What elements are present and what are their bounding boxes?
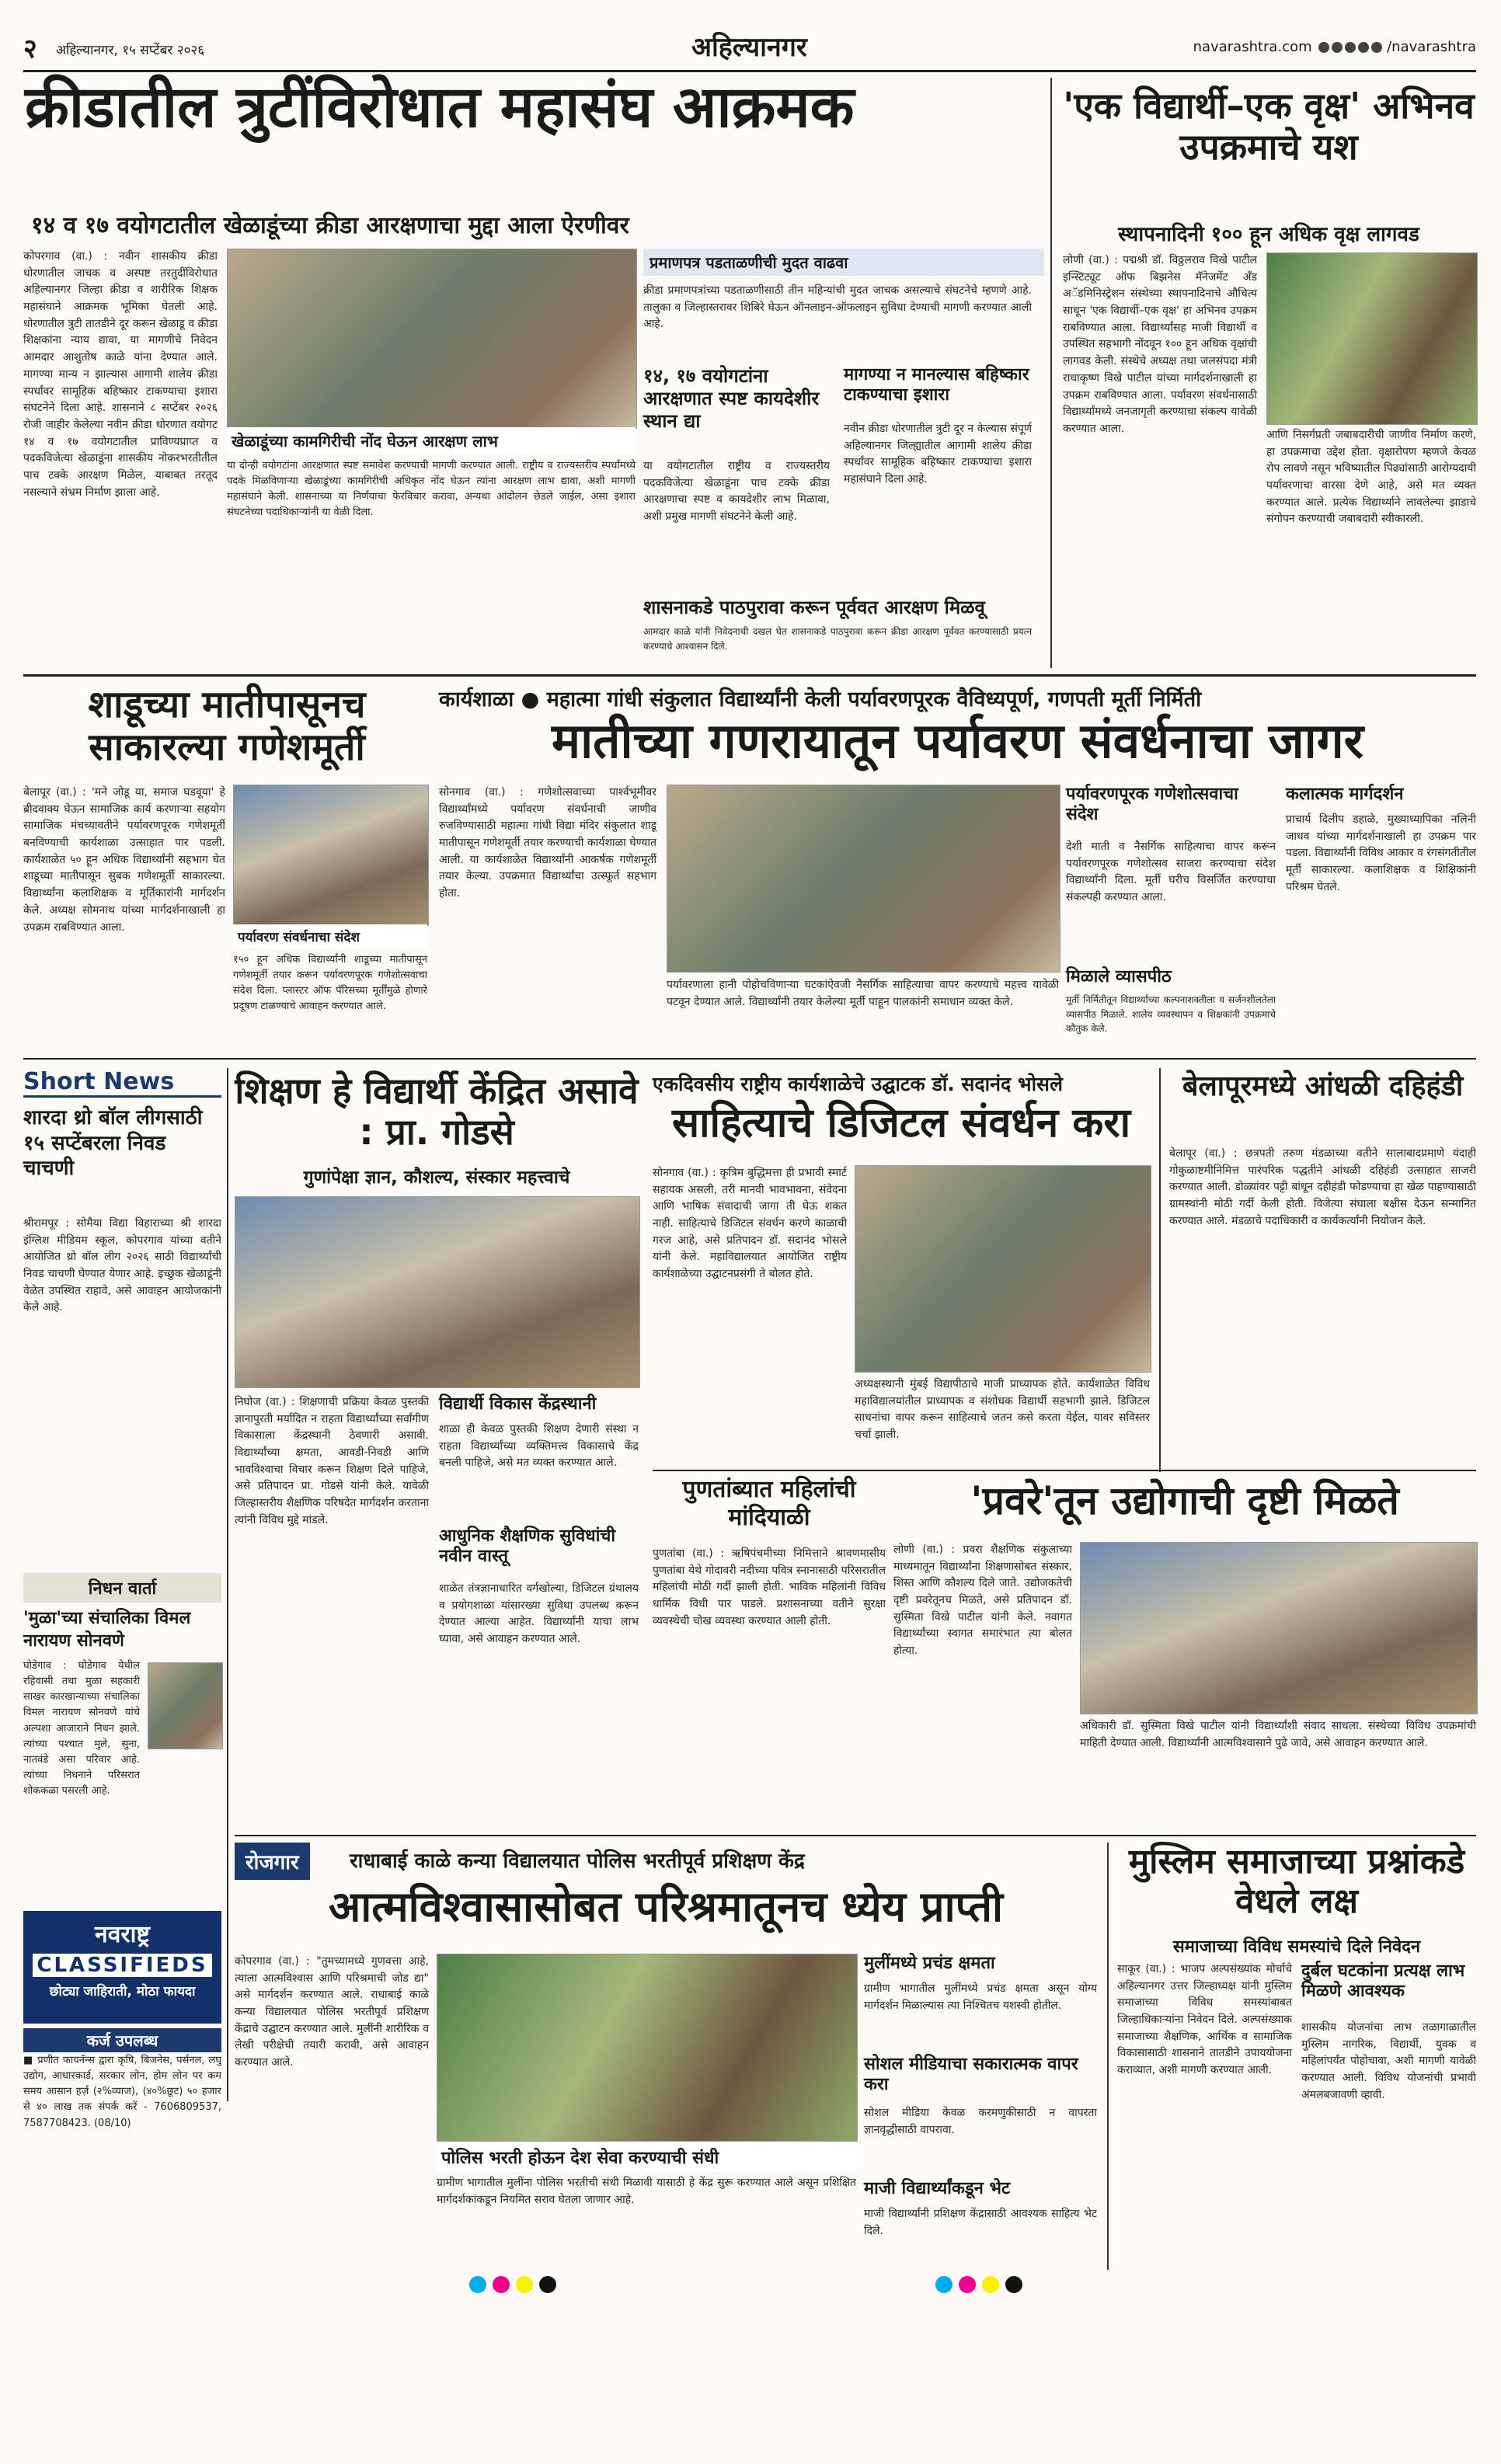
short-news-headline: शारदा थ्रो बॉल लीगसाठी १५ सप्टेंबरला निवड चाचणी <box>23 1106 203 1180</box>
section-rule <box>235 1835 1476 1836</box>
police-tag: रोजगार <box>235 1843 310 1880</box>
ganesh-right-title2: मिळाले व्यासपीठ <box>1066 967 1172 987</box>
industry-body: लोणी (वा.) : प्रवरा शैक्षणिक संकुलाच्या माध्यमातून विद्यार्थ्यांना शिक्षणासोबत संस्कार, शिस्त आणि कौशल्य दिले जाते. उद्योजकतेची दृष्टी प्रवरेतूनच मिळते, असे प्रतिपादन डॉ. सुस्मिता विखे पाटील यांनी केले. नवागत विद्यार्थ्यांच्या स्वागत समारंभात त्या बोलत होत्या. <box>893 1543 1072 1658</box>
industry-headline: 'प्रवरे'तून उद्योगाची दृष्टी मिळते <box>970 1478 1399 1523</box>
police-photo-caption: पोलिस भरती होऊन देश सेवा करण्याची संधी <box>437 2142 856 2172</box>
muslim-subheadline: समाजाच्या विविध समस्यांचे दिले निवेदन <box>1172 1937 1421 1957</box>
classified-tagline: छोट्या जाहिराती, मोठा फायदा <box>49 1984 196 1999</box>
belapur-headline: बेलापूरमध्ये आंधळी दहिहंडी <box>1182 1070 1464 1102</box>
industry-photo-body: अधिकारी डॉ. सुस्मिता विखे पाटील यांनी विद्यार्थ्यांशी संवाद साधला. संस्थेच्या विविध उपक्रमांची माहिती देण्यात आली. विद्यार्थ्यांनी आत्मविश्वासाने पुढे जावे, असे आवाहन करण्यात आले. <box>1080 1720 1476 1749</box>
obit-photo <box>148 1662 223 1749</box>
lead-box4-title: शासनाकडे पाठपुरावा करून पूर्ववत आरक्षण मिळवू <box>643 597 985 618</box>
classified-section: कर्ज उपलब्ध <box>23 2028 221 2052</box>
lead-box3-body: नवीन क्रीडा धोरणातील त्रुटी दूर न केल्यास संपूर्ण अहिल्यानगर जिल्ह्यातील आगामी शालेय क्रीडा स्पर्धांवर सामूहिक बहिष्कार टाकण्याचा इशारा महासंघाने दिला आहे. <box>844 423 1032 486</box>
lead-photo-caption: खेळाडूंच्या कामगिरीची नोंद घेऊन आरक्षण लाभ <box>227 427 636 454</box>
lead-box1-body: क्रीडा प्रमाणपत्रांच्या पडताळणीसाठी तीन महिन्यांची मुदत जाचक असल्याचे संघटनेचे म्हणणे आहे. तालुका व जिल्हास्तरावर शिबिरे घेऊन ऑनलाइन-ऑफलाइन सुविधा देण्याची मागणी करण्यात आली आहे. <box>643 284 1032 331</box>
police-body: कोपरगाव (वा.) : "तुमच्यामध्ये गुणवत्ता आहे, त्याला आत्मविश्वास आणि परिश्रमाची जोड द्या" असे मार्गदर्शन करण्यात आले. राधाबाई काळे कन्या विद्यालयात पोलिस भरतीपूर्व प्रशिक्षण केंद्राचे उद्घाटन करण्यात आले. मुलींनी शारीरिक व लेखी परीक्षेची तयारी करावी, असे आवाहन करण्यात आले. <box>235 1955 429 2069</box>
column-divider <box>227 1068 228 2101</box>
column-divider <box>1159 1068 1161 1472</box>
tree-photo <box>1266 252 1478 425</box>
lead-box4-body: आमदार काळे यांनी निवेदनाची दखल घेत शासनाकडे पाठपुरावा करून क्रीडा आरक्षण पूर्ववत करण्यासाठी प्रयत्न करण्याचे आश्वासन दिले. <box>643 626 1032 652</box>
muslim-headline: मुस्लिम समाजाच्या प्रश्नांकडे वेधले लक्ष <box>1128 1842 1465 1921</box>
classified-brand: नवराष्ट्र <box>95 1921 150 1948</box>
obit-label: निधन वार्ता <box>23 1573 221 1603</box>
tree-body: लोणी (वा.) : पद्मश्री डॉ. विठ्ठलराव विखे पाटील इन्स्टिट्यूट ऑफ बिझनेस मॅनेजमेंट अँड अॅडमिनिस्ट्रेशन संस्थेच्या स्थापनादिनाचे औचित्य साधून 'एक विद्यार्थी–एक वृक्ष' हा अभिनव उपक्रम राबविण्यात आला. विद्यार्थ्यांसह माजी विद्यार्थी व उपस्थित सहभागी नोंदवून १०० हून अधिक वृक्षांची लागवड केली. संस्थेचे अध्यक्ष तथा जलसंपदा मंत्री राधाकृष्ण विखे पाटील यांच्या मार्गदर्शनाखाली हा उपक्रम राबविण्यात आला. पर्यावरण संवर्धनासाठी विद्यार्थ्यांमध्ये जनजागृती करण्याचा संकल्प यावेळी करण्यात आला. <box>1063 254 1257 435</box>
classified-body: ■ प्रणीत फायनॅन्स द्वारा कृषि, बिजनेस, पर्सनल, लघु उद्योग, आधारकार्ड, सरकार लोन, होम लोन पर कम समय आसान हर्ज़ (२%व्याज), (४०%छूट) ५० हजार से ४० लाख तक संपर्क करें - 7606809537, 7587708423. (08/10) <box>23 2055 221 2129</box>
pune-headline: पुणतांब्यात महिलांची मांदियाळी <box>682 1476 856 1531</box>
education-photo <box>235 1196 640 1388</box>
digital-kicker: एकदिवसीय राष्ट्रीय कार्यशाळेचे उद्घाटक डॉ. सदानंद भोसले <box>653 1073 1063 1095</box>
linkedin-icon[interactable] <box>1371 42 1382 53</box>
column-divider <box>1107 1843 1109 2270</box>
digital-body: सोनगाव (वा.) : कृत्रिम बुद्धिमत्ता ही प्रभावी स्मार्ट सहायक असली, तरी मानवी भावभावना, संवेदना आणि भाषिक संवादाची जागा ती घेऊ शकत नाही. साहित्याचे डिजिटल संवर्धन करणे काळाची गरज आहे, असे प्रतिपादन डॉ. सदानंद भोसले यांनी केले. महाविद्यालयात आयोजित राष्ट्रीय कार्यशाळेच्या उद्घाटनप्रसंगी ते बोलत होते. <box>653 1167 847 1281</box>
education-subheadline: गुणांपेक्षा ज्ञान, कौशल्य, संस्कार महत्त्वाचे <box>303 1168 570 1188</box>
pune-body: पुणतांबा (वा.) : ऋषिपंचमीच्या निमित्ताने श्रावणमासीय पुणतांबा येथे गोदावरी नदीच्या पवित्र स्नानासाठी परिसरातील महिलांची मोठी गर्दी झाली होती. भाविक महिलांनी विविध धार्मिक विधी पार पाडले. प्रशासनाच्या वतीने सुरक्षा व्यवस्थेची चोख व्यवस्था करण्यात आली होती. <box>653 1547 886 1627</box>
site-url[interactable]: navarashtra.com <box>1193 39 1312 55</box>
page-number: २ <box>23 33 37 64</box>
social-icons <box>1316 39 1382 55</box>
lead-photo-body: या दोन्ही वयोगटांना आरक्षणात स्पष्ट समावेश करण्याची मागणी करण्यात आली. राष्ट्रीय व राज्यस्तरीय स्पर्धांमध्ये पदके मिळविणाऱ्या खेळाडूंच्या कामगिरीची अधिकृत नोंद घेऊन त्यांना आरक्षण लाभ द्यावा, अशी मागणी महासंघाने केली. शासनाच्या या निर्णयाचा फेरविचार करावा, अन्यथा आंदोलन छेडले जाईल, असा इशारा संघटनेच्या पदाधिकाऱ्यांनी या वेळी दिला. <box>227 460 636 519</box>
facebook-icon[interactable] <box>1318 42 1329 53</box>
short-news-label: Short News <box>23 1068 221 1098</box>
police-kicker: राधाबाई काळे कन्या विद्यालयात पोलिस भरतीपूर्व प्रशिक्षण केंद्र <box>350 1850 805 1873</box>
lead-headline: क्रीडातील त्रुटींविरोधात महासंघ आक्रमक <box>25 74 855 141</box>
lead-sidebar <box>643 249 1032 660</box>
education-box-title: विद्यार्थी विकास केंद्रस्थानी <box>439 1394 597 1414</box>
muslim-box-body: शासकीय योजनांचा लाभ तळागाळातील मुस्लिम नागरिक, विद्यार्थी, युवक व महिलांपर्यंत पोहोचावा, अशी मागणी यावेळी करण्यात आली. विविध योजनांची प्रभावी अंमलबजावणी व्हावी. <box>1301 2021 1476 2101</box>
education-box2-title: आधुनिक शैक्षणिक सुविधांची नवीन वास्तू <box>439 1526 616 1567</box>
short-news-body: श्रीरामपूर : सोमैया विद्या विहाराच्या श्री शारदा इंग्लिश मीडियम स्कूल, कोपरगाव यांच्या वतीने आयोजित थ्रो बॉल लीग २०२६ साठी विद्यार्थ्यांची निवड चाचणी घेण्यात येणार आहे. इच्छुक खेळाडूंनी वेळेत उपस्थित राहावे, असे आवाहन आयोजकांनी केले आहे. <box>23 1217 221 1314</box>
lead-box1-title: प्रमाणपत्र पडताळणीची मुदत वाढवा <box>643 249 1044 276</box>
classified-banner <box>23 1911 221 2024</box>
police-side3-title: माजी विद्यार्थ्यांकडून भेट <box>864 2179 1011 2198</box>
digital-photo <box>855 1165 1151 1373</box>
column-divider <box>1050 78 1052 668</box>
lead-photo <box>227 249 637 429</box>
police-headline: आत्मविश्वासासोबत परिश्रमातूनच ध्येय प्राप्ती <box>329 1882 1003 1931</box>
police-side2-body: सोशल मीडिया केवळ करमणुकीसाठी न वापरता ज्ञानवृद्धीसाठी वापरावा. <box>864 2107 1097 2136</box>
lead-box2-body: या वयोगटातील राष्ट्रीय व राज्यस्तरीय पदकविजेत्या खेळाडूंना पाच टक्के क्रीडा आरक्षणाचा स्पष्ट व कायदेशीर लाभ मिळावा, अशी प्रमुख मागणी संघटनेने केली आहे. <box>643 460 830 524</box>
ganesh-mid-body: पर्यावरणाला हानी पोहोचविणाऱ्या घटकांऐवजी नैसर्गिक साहित्याचा वापर करण्याचे महत्त्व यावेळी पटवून देण्यात आले. विद्यार्थ्यांनी तयार केलेल्या मूर्ती पाहून पालकांनी समाधान व्यक्त केले. <box>667 979 1059 1008</box>
registration-marks <box>932 2276 1026 2296</box>
lead-subheadline: १४ व १७ वयोगटातील खेळाडूंच्या क्रीडा आरक्षणाचा मुद्दा आला ऐरणीवर <box>31 212 629 239</box>
education-box-body: शाळा ही केवळ पुस्तकी शिक्षण देणारी संस्था न राहता विद्यार्थ्यांच्या व्यक्तिमत्त्व विकासाचे केंद्र बनली पाहिजे, असे मत व्यक्त करण्यात आले. <box>439 1423 639 1470</box>
section-rule <box>23 1058 1476 1060</box>
classified-label: CLASSIFIEDS <box>33 1954 212 1977</box>
section-rule <box>653 1470 1476 1471</box>
ganesh-left-caption: पर्यावरण संवर्धनाचा संदेश <box>233 924 427 948</box>
ganesh-right-title: पर्यावरणपूरक गणेशोत्सवाचा संदेश <box>1066 785 1238 825</box>
tree-subheadline: स्थापनादिनी १०० हून अधिक वृक्ष लागवड <box>1118 223 1419 246</box>
ganesh-left-headline: शाडूच्या मातीपासूनच साकारल्या गणेशमूर्ती <box>88 683 366 770</box>
registration-marks <box>466 2276 559 2296</box>
muslim-box-title: दुर्बल घटकांना प्रत्यक्ष लाभ मिळणे आवश्यक <box>1301 1961 1465 2002</box>
digital-lower-body: अध्यक्षस्थानी मुंबई विद्यापीठाचे माजी प्राध्यापक होते. कार्यशाळेत विविध महाविद्यालयांतील प्राध्यापक व संशोधक विद्यार्थी सहभागी झाले. डिजिटल साधनांचा वापर करून साहित्याचे जतन कसे करता येईल, यावर सविस्तर चर्चा झाली. <box>855 1378 1150 1442</box>
ganesh-left-photo <box>233 785 429 926</box>
ganesh-right-body: देशी माती व नैसर्गिक साहित्याचा वापर करून पर्यावरणपूरक गणेशोत्सव साजरा करण्याचा संदेश विद्यार्थ्यांनी दिला. मूर्ती घरीच विसर्जित करण्याचा संकल्पही करण्यात आला. <box>1066 840 1276 904</box>
industry-photo <box>1080 1542 1478 1714</box>
page-city: अहिल्यानगर <box>691 32 807 63</box>
social-handle: /navarashtra <box>1387 39 1476 55</box>
lead-box2-title: १४, १७ वयोगटांना आरक्षणात स्पष्ट कायदेशीर स्थान द्या <box>643 365 820 432</box>
ganesh-body: सोनगाव (वा.) : गणेशोत्सवाच्या पार्श्वभूमीवर विद्यार्थ्यांमध्ये पर्यावरण संवर्धनाची जाणीव रुजविण्यासाठी महात्मा गांधी विद्या मंदिर संकुलात शाडू मातीपासून गणेशमूर्ती तयार करण्याची कार्यशाळा घेण्यात आली. या कार्यशाळेत विद्यार्थ्यांनी आकर्षक गणेशमूर्ती तयार केल्या. उपक्रमात विद्यार्थ्यांचा उत्स्फूर्त सहभाग होता. <box>439 786 656 900</box>
police-photo <box>437 1954 858 2142</box>
instagram-icon[interactable] <box>1345 42 1356 53</box>
x-icon[interactable] <box>1332 42 1343 53</box>
belapur-body: बेलापूर (वा.) : छत्रपती तरुण मंडळाच्या वतीने सालाबादप्रमाणे यंदाही गोकुळाष्टमीनिमित्त पारंपरिक पद्धतीने आंधळी दहिहंडी उत्साहात साजरी करण्यात आली. डोळ्यांवर पट्टी बांधून दहीहंडी फोडण्याचा हा खेळ पाहण्यासाठी ग्रामस्थांनी मोठी गर्दी केली होती. विजेत्या संघाला बक्षीस देऊन सन्मानित करण्यात आले. मंडळाचे पदाधिकारी व कार्यकर्त्यांनी नियोजन केले. <box>1169 1147 1476 1227</box>
section-rule <box>23 674 1476 677</box>
police-side1-body: ग्रामीण भागातील मुलींमध्ये प्रचंड क्षमता असून योग्य मार्गदर्शन मिळाल्यास त्या निश्चितच यशस्वी होतील. <box>864 1982 1097 2012</box>
obit-body: घोडेगाव : घोडेगाव येथील रहिवासी तथा मुळा सहकारी साखर कारखान्याच्या संचालिका विमल नारायण सोनवणे यांचे अल्पशा आजाराने निधन झाले. त्यांच्या पश्चात मुले, सुना, नातवंडे असा परिवार आहे. त्यांच्या निधनाने परिसरात शोककळा पसरली आहे. <box>23 1660 140 1798</box>
tree-headline: 'एक विद्यार्थी–एक वृक्ष' अभिनव उपक्रमाचे यश <box>1063 85 1475 168</box>
digital-headline: साहित्याचे डिजिटल संवर्धन करा <box>671 1100 1131 1147</box>
lead-box3-title: मागण्या न मानल्यास बहिष्कार टाकण्याचा इशारा <box>844 365 1029 405</box>
ganesh-art-title: कलात्मक मार्गदर्शन <box>1286 785 1404 804</box>
police-photo-body: ग्रामीण भागातील मुलींना पोलिस भरतीची संधी मिळावी यासाठी हे केंद्र सुरू करण्यात आले असून प्रशिक्षित मार्गदर्शकांकडून नियमित सराव घेतला जाणार आहे. <box>437 2177 856 2206</box>
ganesh-headline: मातीच्या गणरायातून पर्यावरण संवर्धनाचा जागर <box>552 712 1363 769</box>
education-box2-body: शाळेत तंत्रज्ञानाधारित वर्गखोल्या, डिजिटल ग्रंथालय व प्रयोगशाळा यांसारख्या सुविधा उपलब्ध करून देण्यात आल्या आहेत. विद्यार्थ्यांनी याचा लाभ घ्यावा, असे आवाहन करण्यात आले. <box>439 1582 639 1646</box>
ganesh-photo <box>667 785 1060 973</box>
ganesh-art-body: प्राचार्य दिलीप डहाळे, मुख्याध्यापिका नलिनी जाधव यांच्या मार्गदर्शनाखाली हा उपक्रम पार पडला. विद्यार्थ्यांनी विविध आकार व रंगसंगतीतील मूर्ती साकारल्या. कलाशिक्षक व शिक्षिकांनी परिश्रम घेतले. <box>1286 813 1476 893</box>
obit-headline: 'मुळा'च्या संचालिका विमल नारायण सोनवणे <box>23 1609 191 1651</box>
tree-photo-body: आणि निसर्गप्रती जबाबदारीची जाणीव निर्माण करणे, हा उपक्रमाचा उद्देश होता. वृक्षारोपण म्हणजे केवळ रोप लावणे नसून भविष्यातील पिढ्यांसाठी आरोग्यदायी पर्यावरणाचा वारसा देणे आहे, असे मत व्यक्त करण्यात आले. प्रत्येक विद्यार्थ्याने लावलेल्या झाडाचे संगोपन करण्याची जबाबदारी स्वीकारली. <box>1266 429 1476 526</box>
education-body: निघोज (वा.) : शिक्षणाची प्रक्रिया केवळ पुस्तकी ज्ञानापुरती मर्यादित न राहता विद्यार्थ्यांच्या सर्वांगीण विकासाला केंद्रस्थानी ठेवणारी असावी. विद्यार्थ्यांच्या क्षमता, आवडी-निवडी आणि भावविश्वाचा विचार करून शिक्षण दिले पाहिजे, असे प्रतिपादन प्रा. गोडसे यांनी केले. यावेळी जिल्हास्तरीय शैक्षणिक परिषदेत मार्गदर्शन करताना त्यांनी विविध मुद्दे मांडले. <box>235 1396 429 1526</box>
ganesh-left-body: बेलापूर (वा.) : 'मने जोडू या, समाज घडवूया' हे ब्रीदवाक्य घेऊन सामाजिक कार्य करणाऱ्या सहयोग सामाजिक मंचच्यावतीने पर्यावरणपूरक गणेशमूर्ती बनविण्याची कार्यशाळा उत्साहात पार पडली. कार्यशाळेत ५० हून अधिक विद्यार्थ्यांनी सहभाग घेत शाडूच्या मातीपासून सुबक गणेशमूर्ती साकारल्या. विद्यार्थ्यांना कलाशिक्षक व मूर्तिकारांनी मार्गदर्शन केले. अध्यक्ष सोमनाथ यांच्या मार्गदर्शनाखाली हा उपक्रम राबविण्यात आला. <box>23 786 225 934</box>
site-info <box>1193 39 1476 55</box>
ganesh-right-body2: मूर्ती निर्मितीतून विद्यार्थ्यांच्या कल्पनाशक्तीला व सर्जनशीलतेला व्यासपीठ मिळाले. शालेय व्यवस्थापन व शिक्षकांनी उपक्रमाचे कौतुक केले. <box>1066 994 1276 1035</box>
page-date: अहिल्यानगर, १५ सप्टेंबर २०२६ <box>56 43 205 58</box>
police-side1-title: मुलींमध्ये प्रचंड क्षमता <box>864 1954 995 1973</box>
police-side3-body: माजी विद्यार्थ्यांनी प्रशिक्षण केंद्रासाठी आवश्यक साहित्य भेट दिले. <box>864 2208 1097 2237</box>
youtube-icon[interactable] <box>1358 42 1369 53</box>
page-header <box>23 23 1476 72</box>
ganesh-left-photo-body: १५० हून अधिक विद्यार्थ्यांनी शाडूच्या मातीपासून गणेशमूर्ती तयार करून पर्यावरणपूरक गणेशोत्सवाचा संदेश दिला. प्लास्टर ऑफ पॅरिसच्या मूर्तींमुळे होणारे प्रदूषण टाळण्याचे आवाहन करण्यात आले. <box>233 954 427 1013</box>
education-headline: शिक्षण हे विद्यार्थी केंद्रित असावे : प्रा. गोडसे <box>235 1070 639 1153</box>
muslim-body: साकूर (वा.) : भाजप अल्पसंख्यांक मोर्चाचे अहिल्यानगर उत्तर जिल्हाध्यक्ष यांनी मुस्लिम समाजाच्या विविध समस्यांबाबत जिल्हाधिकाऱ्यांना निवेदन दिले. अल्पसंख्याक समाजाच्या शैक्षणिक, आर्थिक व सामाजिक विकासासाठी शासनाने तातडीने उपाययोजना कराव्यात, अशी मागणी करण्यात आली. <box>1117 1963 1292 2077</box>
left-column <box>23 1068 221 2129</box>
police-side2-title: सोशल मीडियाचा सकारात्मक वापर करा <box>864 2055 1078 2095</box>
lead-body: कोपरगाव (वा.) : नवीन शासकीय क्रीडा धोरणातील जाचक व अस्पष्ट तरतुदींविरोधात अहिल्यानगर जिल्हा क्रीडा व शारीरिक शिक्षक महासंघाने आक्रमक भूमिका घेतली आहे. धोरणातील त्रुटी तातडीने दूर करून खेळाडू व क्रीडा शिक्षकांना न्याय द्यावा, या मागणीचे निवेदन आमदार आशुतोष काळे यांना देण्यात आले. मागण्या मान्य न झाल्यास आगामी शालेय क्रीडा स्पर्धांवर सामूहिक बहिष्कार टाकण्याचा इशारा संघटनेने दिला आहे. शासनाने ८ सप्टेंबर २०२६ रोजी जाहीर केलेल्या नवीन क्रीडा धोरणात वयोगट १४ व १७ वयोगटातील प्राविण्यप्राप्त व पदकविजेत्या खेळाडूंना शासकीय नोकरभरतीतील पाच टक्के आरक्षण मिळेल, याबाबत तरतूद नसल्याने संभ्रम निर्माण झाला आहे. <box>23 250 218 499</box>
ganesh-kicker: कार्यशाळा ● महात्मा गांधी संकुलात विद्यार्थ्यांनी केली पर्यावरणपूरक वैविध्यपूर्ण, गणपती मूर्ती निर्मिती <box>439 687 1202 712</box>
